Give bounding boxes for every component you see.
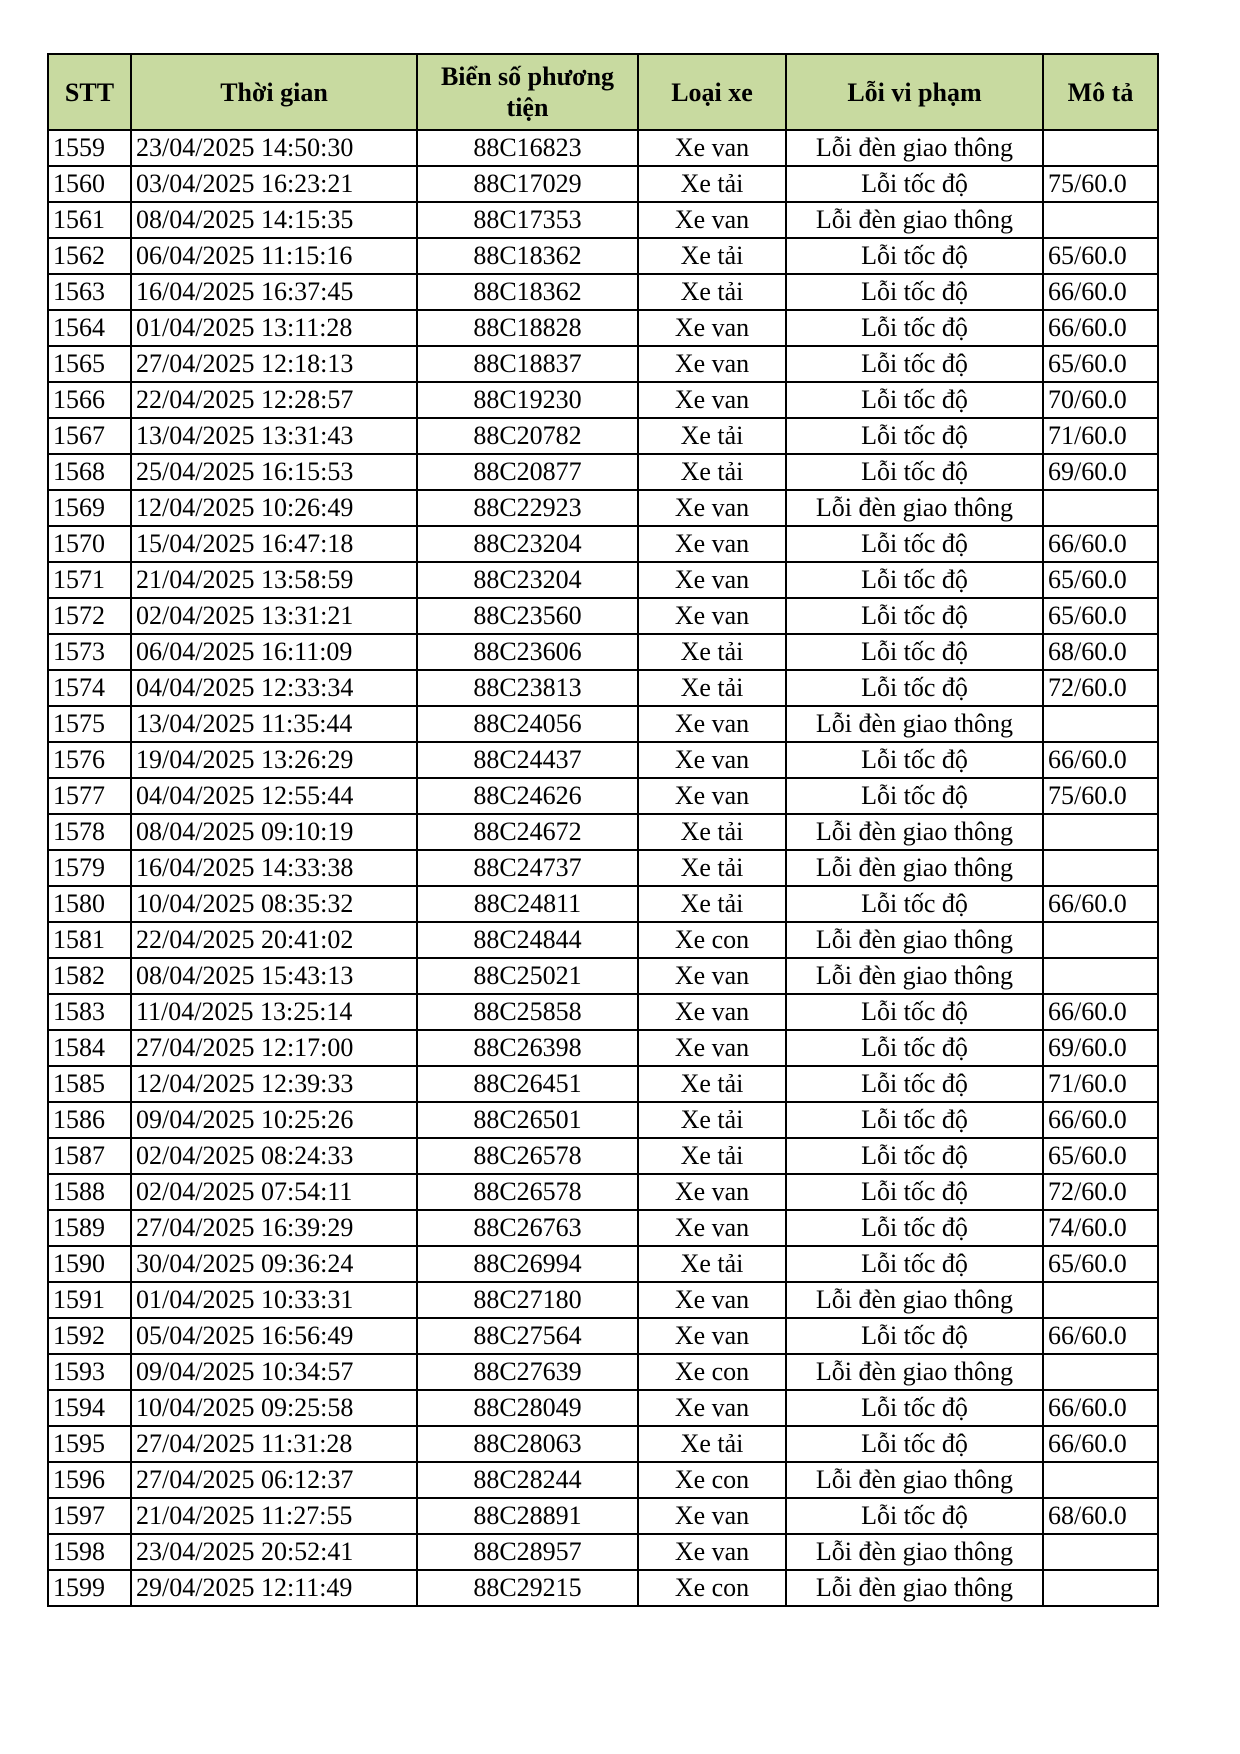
- cell-violation: Lỗi đèn giao thông: [786, 1282, 1043, 1318]
- cell-vehicle-type: Xe tải: [638, 166, 786, 202]
- cell-stt: 1561: [48, 202, 131, 238]
- cell-vehicle-type: Xe van: [638, 994, 786, 1030]
- cell-description: 65/60.0: [1043, 1246, 1158, 1282]
- table-row: [48, 886, 1158, 922]
- cell-description: 66/60.0: [1043, 1318, 1158, 1354]
- cell-time: 27/04/2025 06:12:37: [131, 1462, 417, 1498]
- cell-time: 05/04/2025 16:56:49: [131, 1318, 417, 1354]
- cell-time: 11/04/2025 13:25:14: [131, 994, 417, 1030]
- cell-vehicle-type: Xe tải: [638, 886, 786, 922]
- cell-time: 02/04/2025 08:24:33: [131, 1138, 417, 1174]
- cell-violation: Lỗi đèn giao thông: [786, 490, 1043, 526]
- cell-violation: Lỗi tốc độ: [786, 886, 1043, 922]
- cell-plate: 88C26763: [417, 1210, 638, 1246]
- cell-stt: 1588: [48, 1174, 131, 1210]
- cell-description: 65/60.0: [1043, 598, 1158, 634]
- cell-violation: Lỗi đèn giao thông: [786, 202, 1043, 238]
- cell-stt: 1595: [48, 1426, 131, 1462]
- cell-description: 65/60.0: [1043, 346, 1158, 382]
- cell-plate: 88C27180: [417, 1282, 638, 1318]
- cell-vehicle-type: Xe van: [638, 958, 786, 994]
- header-stt: STT: [48, 54, 131, 130]
- cell-plate: 88C25858: [417, 994, 638, 1030]
- table-row: [48, 454, 1158, 490]
- cell-stt: 1590: [48, 1246, 131, 1282]
- cell-vehicle-type: Xe van: [638, 310, 786, 346]
- cell-plate: 88C16823: [417, 130, 638, 166]
- cell-vehicle-type: Xe van: [638, 706, 786, 742]
- table-row: [48, 1246, 1158, 1282]
- table-row: [48, 1570, 1158, 1606]
- table-row: [48, 994, 1158, 1030]
- cell-description: 75/60.0: [1043, 778, 1158, 814]
- table-row: [48, 922, 1158, 958]
- cell-stt: 1583: [48, 994, 131, 1030]
- table-row: [48, 1282, 1158, 1318]
- cell-time: 12/04/2025 12:39:33: [131, 1066, 417, 1102]
- cell-description: 70/60.0: [1043, 382, 1158, 418]
- cell-description: 75/60.0: [1043, 166, 1158, 202]
- table-row: [48, 1390, 1158, 1426]
- table-row: [48, 238, 1158, 274]
- cell-description: 66/60.0: [1043, 1102, 1158, 1138]
- cell-violation: Lỗi tốc độ: [786, 1174, 1043, 1210]
- cell-violation: Lỗi tốc độ: [786, 382, 1043, 418]
- table-row: [48, 1354, 1158, 1390]
- cell-stt: 1582: [48, 958, 131, 994]
- cell-time: 22/04/2025 12:28:57: [131, 382, 417, 418]
- header-vehicle-type: Loại xe: [638, 54, 786, 130]
- cell-vehicle-type: Xe van: [638, 1282, 786, 1318]
- cell-vehicle-type: Xe van: [638, 130, 786, 166]
- cell-description: 71/60.0: [1043, 1066, 1158, 1102]
- cell-vehicle-type: Xe tải: [638, 670, 786, 706]
- cell-stt: 1579: [48, 850, 131, 886]
- cell-description: 74/60.0: [1043, 1210, 1158, 1246]
- cell-time: 30/04/2025 09:36:24: [131, 1246, 417, 1282]
- cell-vehicle-type: Xe tải: [638, 1138, 786, 1174]
- cell-vehicle-type: Xe tải: [638, 850, 786, 886]
- cell-stt: 1567: [48, 418, 131, 454]
- table-header-row: [48, 54, 1158, 130]
- cell-description: [1043, 130, 1158, 166]
- cell-description: [1043, 850, 1158, 886]
- cell-violation: Lỗi tốc độ: [786, 166, 1043, 202]
- cell-violation: Lỗi tốc độ: [786, 634, 1043, 670]
- cell-time: 04/04/2025 12:33:34: [131, 670, 417, 706]
- cell-violation: Lỗi tốc độ: [786, 526, 1043, 562]
- cell-plate: 88C24437: [417, 742, 638, 778]
- cell-violation: Lỗi đèn giao thông: [786, 850, 1043, 886]
- table-row: [48, 1318, 1158, 1354]
- cell-plate: 88C27564: [417, 1318, 638, 1354]
- cell-time: 01/04/2025 13:11:28: [131, 310, 417, 346]
- table-row: [48, 742, 1158, 778]
- cell-stt: 1569: [48, 490, 131, 526]
- table-row: [48, 1210, 1158, 1246]
- cell-stt: 1573: [48, 634, 131, 670]
- cell-stt: 1575: [48, 706, 131, 742]
- cell-violation: Lỗi tốc độ: [786, 274, 1043, 310]
- cell-stt: 1598: [48, 1534, 131, 1570]
- cell-vehicle-type: Xe van: [638, 1174, 786, 1210]
- cell-violation: Lỗi tốc độ: [786, 238, 1043, 274]
- cell-description: [1043, 202, 1158, 238]
- cell-stt: 1568: [48, 454, 131, 490]
- cell-plate: 88C23813: [417, 670, 638, 706]
- cell-vehicle-type: Xe van: [638, 346, 786, 382]
- table-row: [48, 1030, 1158, 1066]
- cell-plate: 88C24844: [417, 922, 638, 958]
- cell-time: 13/04/2025 11:35:44: [131, 706, 417, 742]
- cell-time: 08/04/2025 15:43:13: [131, 958, 417, 994]
- header-time: Thời gian: [131, 54, 417, 130]
- cell-stt: 1592: [48, 1318, 131, 1354]
- cell-time: 10/04/2025 09:25:58: [131, 1390, 417, 1426]
- cell-plate: 88C28957: [417, 1534, 638, 1570]
- table-row: [48, 958, 1158, 994]
- cell-time: 15/04/2025 16:47:18: [131, 526, 417, 562]
- cell-plate: 88C28063: [417, 1426, 638, 1462]
- cell-description: 66/60.0: [1043, 274, 1158, 310]
- cell-violation: Lỗi tốc độ: [786, 1246, 1043, 1282]
- cell-time: 09/04/2025 10:25:26: [131, 1102, 417, 1138]
- cell-description: 66/60.0: [1043, 994, 1158, 1030]
- table-row: [48, 130, 1158, 166]
- cell-description: [1043, 706, 1158, 742]
- cell-description: 69/60.0: [1043, 1030, 1158, 1066]
- table-row: [48, 850, 1158, 886]
- cell-vehicle-type: Xe tải: [638, 1102, 786, 1138]
- cell-plate: 88C20782: [417, 418, 638, 454]
- cell-plate: 88C23560: [417, 598, 638, 634]
- cell-vehicle-type: Xe van: [638, 526, 786, 562]
- table-row: [48, 1462, 1158, 1498]
- cell-vehicle-type: Xe van: [638, 1318, 786, 1354]
- table-row: [48, 706, 1158, 742]
- cell-plate: 88C24811: [417, 886, 638, 922]
- cell-vehicle-type: Xe tải: [638, 814, 786, 850]
- cell-plate: 88C26398: [417, 1030, 638, 1066]
- cell-vehicle-type: Xe tải: [638, 1066, 786, 1102]
- cell-stt: 1591: [48, 1282, 131, 1318]
- cell-stt: 1574: [48, 670, 131, 706]
- cell-time: 04/04/2025 12:55:44: [131, 778, 417, 814]
- cell-violation: Lỗi tốc độ: [786, 670, 1043, 706]
- cell-time: 29/04/2025 12:11:49: [131, 1570, 417, 1606]
- cell-vehicle-type: Xe con: [638, 1354, 786, 1390]
- cell-vehicle-type: Xe van: [638, 1030, 786, 1066]
- cell-description: 66/60.0: [1043, 886, 1158, 922]
- cell-description: [1043, 922, 1158, 958]
- table-row: [48, 670, 1158, 706]
- cell-stt: 1593: [48, 1354, 131, 1390]
- cell-vehicle-type: Xe van: [638, 742, 786, 778]
- cell-vehicle-type: Xe van: [638, 202, 786, 238]
- cell-violation: Lỗi đèn giao thông: [786, 706, 1043, 742]
- cell-stt: 1580: [48, 886, 131, 922]
- cell-vehicle-type: Xe van: [638, 1498, 786, 1534]
- cell-vehicle-type: Xe con: [638, 922, 786, 958]
- cell-description: [1043, 1534, 1158, 1570]
- cell-time: 13/04/2025 13:31:43: [131, 418, 417, 454]
- cell-stt: 1572: [48, 598, 131, 634]
- cell-violation: Lỗi tốc độ: [786, 1210, 1043, 1246]
- cell-vehicle-type: Xe tải: [638, 1246, 786, 1282]
- cell-plate: 88C17353: [417, 202, 638, 238]
- cell-description: [1043, 490, 1158, 526]
- cell-plate: 88C18837: [417, 346, 638, 382]
- table-row: [48, 1174, 1158, 1210]
- cell-stt: 1584: [48, 1030, 131, 1066]
- cell-description: [1043, 814, 1158, 850]
- cell-plate: 88C28244: [417, 1462, 638, 1498]
- table-row: [48, 1102, 1158, 1138]
- cell-vehicle-type: Xe tải: [638, 634, 786, 670]
- cell-stt: 1581: [48, 922, 131, 958]
- cell-plate: 88C28891: [417, 1498, 638, 1534]
- cell-vehicle-type: Xe van: [638, 1210, 786, 1246]
- cell-plate: 88C28049: [417, 1390, 638, 1426]
- cell-time: 10/04/2025 08:35:32: [131, 886, 417, 922]
- cell-description: 66/60.0: [1043, 742, 1158, 778]
- cell-description: 68/60.0: [1043, 634, 1158, 670]
- cell-description: [1043, 958, 1158, 994]
- header-violation: Lỗi vi phạm: [786, 54, 1043, 130]
- cell-vehicle-type: Xe van: [638, 1390, 786, 1426]
- cell-time: 16/04/2025 16:37:45: [131, 274, 417, 310]
- cell-vehicle-type: Xe van: [638, 778, 786, 814]
- cell-description: [1043, 1570, 1158, 1606]
- cell-violation: Lỗi đèn giao thông: [786, 1462, 1043, 1498]
- cell-vehicle-type: Xe con: [638, 1462, 786, 1498]
- cell-stt: 1597: [48, 1498, 131, 1534]
- cell-plate: 88C26994: [417, 1246, 638, 1282]
- cell-description: 66/60.0: [1043, 526, 1158, 562]
- cell-description: [1043, 1354, 1158, 1390]
- cell-violation: Lỗi tốc độ: [786, 1138, 1043, 1174]
- cell-description: [1043, 1282, 1158, 1318]
- cell-vehicle-type: Xe con: [638, 1570, 786, 1606]
- table-row: [48, 526, 1158, 562]
- cell-violation: Lỗi tốc độ: [786, 1390, 1043, 1426]
- cell-plate: 88C25021: [417, 958, 638, 994]
- cell-violation: Lỗi đèn giao thông: [786, 130, 1043, 166]
- cell-plate: 88C24672: [417, 814, 638, 850]
- cell-description: 68/60.0: [1043, 1498, 1158, 1534]
- cell-stt: 1559: [48, 130, 131, 166]
- cell-violation: Lỗi tốc độ: [786, 346, 1043, 382]
- cell-plate: 88C29215: [417, 1570, 638, 1606]
- cell-plate: 88C18362: [417, 238, 638, 274]
- cell-violation: Lỗi tốc độ: [786, 454, 1043, 490]
- cell-stt: 1570: [48, 526, 131, 562]
- header-plate: Biển số phương tiện: [417, 54, 638, 130]
- table-row: [48, 634, 1158, 670]
- cell-vehicle-type: Xe tải: [638, 274, 786, 310]
- cell-time: 01/04/2025 10:33:31: [131, 1282, 417, 1318]
- table-row: [48, 778, 1158, 814]
- cell-description: 66/60.0: [1043, 310, 1158, 346]
- cell-violation: Lỗi tốc độ: [786, 1102, 1043, 1138]
- cell-plate: 88C20877: [417, 454, 638, 490]
- cell-time: 06/04/2025 11:15:16: [131, 238, 417, 274]
- cell-time: 22/04/2025 20:41:02: [131, 922, 417, 958]
- table-row: [48, 202, 1158, 238]
- cell-time: 02/04/2025 07:54:11: [131, 1174, 417, 1210]
- table-row: [48, 1534, 1158, 1570]
- table-row: [48, 1498, 1158, 1534]
- table-row: [48, 274, 1158, 310]
- cell-violation: Lỗi tốc độ: [786, 1066, 1043, 1102]
- cell-stt: 1594: [48, 1390, 131, 1426]
- cell-time: 27/04/2025 11:31:28: [131, 1426, 417, 1462]
- cell-time: 06/04/2025 16:11:09: [131, 634, 417, 670]
- cell-time: 23/04/2025 14:50:30: [131, 130, 417, 166]
- cell-stt: 1586: [48, 1102, 131, 1138]
- cell-stt: 1576: [48, 742, 131, 778]
- cell-plate: 88C26501: [417, 1102, 638, 1138]
- table-row: [48, 310, 1158, 346]
- cell-plate: 88C22923: [417, 490, 638, 526]
- cell-plate: 88C19230: [417, 382, 638, 418]
- cell-time: 21/04/2025 11:27:55: [131, 1498, 417, 1534]
- cell-vehicle-type: Xe tải: [638, 454, 786, 490]
- cell-plate: 88C23204: [417, 562, 638, 598]
- cell-plate: 88C23606: [417, 634, 638, 670]
- cell-description: 71/60.0: [1043, 418, 1158, 454]
- cell-time: 23/04/2025 20:52:41: [131, 1534, 417, 1570]
- cell-plate: 88C26578: [417, 1138, 638, 1174]
- cell-violation: Lỗi tốc độ: [786, 742, 1043, 778]
- cell-violation: Lỗi tốc độ: [786, 994, 1043, 1030]
- table-row: [48, 1426, 1158, 1462]
- cell-description: 72/60.0: [1043, 670, 1158, 706]
- cell-vehicle-type: Xe van: [638, 382, 786, 418]
- cell-stt: 1578: [48, 814, 131, 850]
- cell-stt: 1585: [48, 1066, 131, 1102]
- cell-time: 03/04/2025 16:23:21: [131, 166, 417, 202]
- cell-time: 25/04/2025 16:15:53: [131, 454, 417, 490]
- cell-violation: Lỗi tốc độ: [786, 598, 1043, 634]
- cell-vehicle-type: Xe tải: [638, 1426, 786, 1462]
- table-row: [48, 1138, 1158, 1174]
- cell-vehicle-type: Xe van: [638, 598, 786, 634]
- cell-plate: 88C26451: [417, 1066, 638, 1102]
- cell-violation: Lỗi tốc độ: [786, 1318, 1043, 1354]
- cell-violation: Lỗi đèn giao thông: [786, 814, 1043, 850]
- cell-vehicle-type: Xe tải: [638, 238, 786, 274]
- violations-table: [47, 53, 1159, 1607]
- table-row: [48, 814, 1158, 850]
- cell-description: 65/60.0: [1043, 562, 1158, 598]
- cell-plate: 88C18362: [417, 274, 638, 310]
- cell-time: 16/04/2025 14:33:38: [131, 850, 417, 886]
- table-row: [48, 1066, 1158, 1102]
- table-row: [48, 346, 1158, 382]
- table-body: [48, 130, 1158, 1606]
- table-row: [48, 166, 1158, 202]
- table-row: [48, 490, 1158, 526]
- cell-time: 21/04/2025 13:58:59: [131, 562, 417, 598]
- cell-violation: Lỗi đèn giao thông: [786, 958, 1043, 994]
- cell-violation: Lỗi tốc độ: [786, 778, 1043, 814]
- cell-vehicle-type: Xe van: [638, 490, 786, 526]
- cell-stt: 1587: [48, 1138, 131, 1174]
- cell-plate: 88C18828: [417, 310, 638, 346]
- cell-time: 08/04/2025 14:15:35: [131, 202, 417, 238]
- table-row: [48, 418, 1158, 454]
- cell-stt: 1566: [48, 382, 131, 418]
- table-row: [48, 382, 1158, 418]
- cell-time: 09/04/2025 10:34:57: [131, 1354, 417, 1390]
- cell-plate: 88C23204: [417, 526, 638, 562]
- cell-violation: Lỗi tốc độ: [786, 1498, 1043, 1534]
- cell-description: 66/60.0: [1043, 1390, 1158, 1426]
- cell-stt: 1564: [48, 310, 131, 346]
- cell-time: 27/04/2025 16:39:29: [131, 1210, 417, 1246]
- cell-description: 65/60.0: [1043, 238, 1158, 274]
- cell-description: 72/60.0: [1043, 1174, 1158, 1210]
- cell-time: 08/04/2025 09:10:19: [131, 814, 417, 850]
- cell-violation: Lỗi tốc độ: [786, 310, 1043, 346]
- cell-stt: 1577: [48, 778, 131, 814]
- table-row: [48, 562, 1158, 598]
- cell-description: 66/60.0: [1043, 1426, 1158, 1462]
- cell-vehicle-type: Xe van: [638, 562, 786, 598]
- cell-stt: 1589: [48, 1210, 131, 1246]
- cell-time: 27/04/2025 12:17:00: [131, 1030, 417, 1066]
- cell-stt: 1596: [48, 1462, 131, 1498]
- cell-plate: 88C24626: [417, 778, 638, 814]
- cell-time: 19/04/2025 13:26:29: [131, 742, 417, 778]
- cell-description: 69/60.0: [1043, 454, 1158, 490]
- cell-violation: Lỗi tốc độ: [786, 562, 1043, 598]
- cell-vehicle-type: Xe tải: [638, 418, 786, 454]
- cell-plate: 88C24056: [417, 706, 638, 742]
- cell-stt: 1571: [48, 562, 131, 598]
- cell-stt: 1563: [48, 274, 131, 310]
- cell-plate: 88C17029: [417, 166, 638, 202]
- cell-violation: Lỗi đèn giao thông: [786, 1570, 1043, 1606]
- cell-plate: 88C27639: [417, 1354, 638, 1390]
- cell-violation: Lỗi tốc độ: [786, 1426, 1043, 1462]
- cell-description: [1043, 1462, 1158, 1498]
- cell-stt: 1560: [48, 166, 131, 202]
- header-description: Mô tả: [1043, 54, 1158, 130]
- cell-plate: 88C24737: [417, 850, 638, 886]
- cell-vehicle-type: Xe van: [638, 1534, 786, 1570]
- cell-description: 65/60.0: [1043, 1138, 1158, 1174]
- cell-violation: Lỗi đèn giao thông: [786, 922, 1043, 958]
- cell-violation: Lỗi tốc độ: [786, 418, 1043, 454]
- table-row: [48, 598, 1158, 634]
- cell-plate: 88C26578: [417, 1174, 638, 1210]
- cell-stt: 1562: [48, 238, 131, 274]
- cell-time: 27/04/2025 12:18:13: [131, 346, 417, 382]
- cell-time: 02/04/2025 13:31:21: [131, 598, 417, 634]
- cell-stt: 1599: [48, 1570, 131, 1606]
- cell-stt: 1565: [48, 346, 131, 382]
- cell-violation: Lỗi đèn giao thông: [786, 1534, 1043, 1570]
- cell-violation: Lỗi đèn giao thông: [786, 1354, 1043, 1390]
- cell-time: 12/04/2025 10:26:49: [131, 490, 417, 526]
- cell-violation: Lỗi tốc độ: [786, 1030, 1043, 1066]
